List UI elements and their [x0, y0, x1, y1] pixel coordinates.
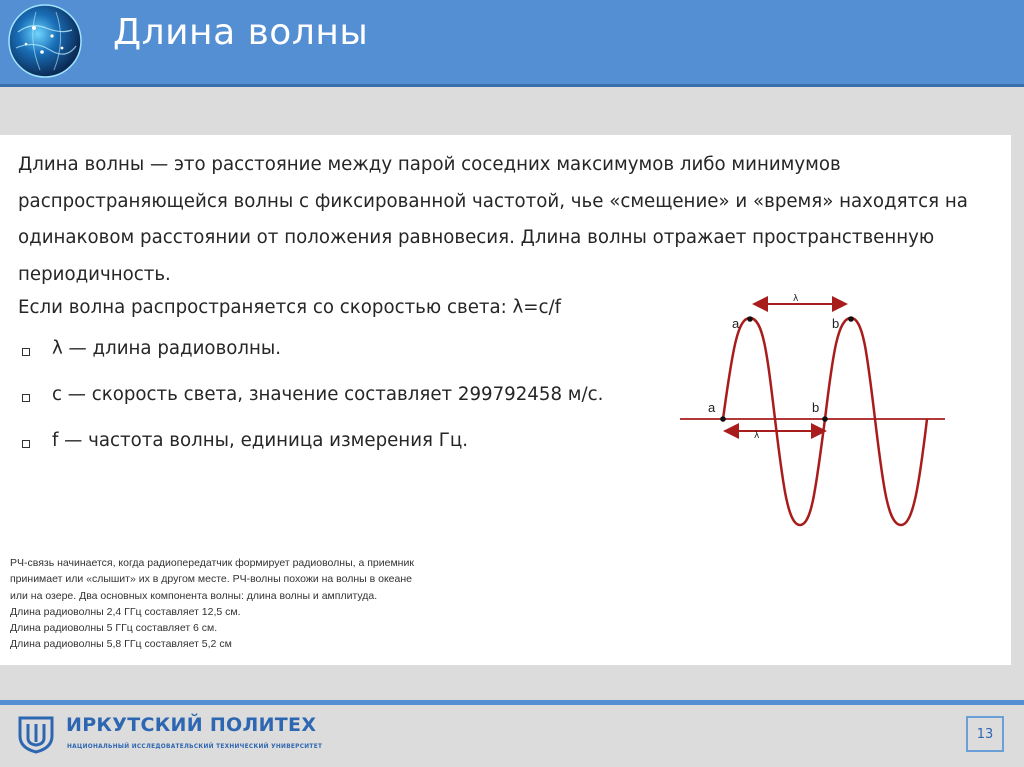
label-a-top: a — [732, 316, 740, 331]
org-subtitle: НАЦИОНАЛЬНЫЙ ИССЛЕДОВАТЕЛЬСКИЙ ТЕХНИЧЕСКИЙ УНИВЕРСИТЕТ — [67, 744, 323, 750]
slide-header — [0, 0, 1024, 84]
university-logo-icon — [16, 714, 56, 754]
note-line: или на озере. Два основных компонента волны: длина волны и амплитуда. — [10, 589, 378, 602]
label-lambda-bottom: λ — [754, 431, 760, 441]
point-b-axis — [822, 416, 828, 422]
content-panel: Длина волны — это расстояние между парой соседних максимумов либо минимумов распространяющейся волны с фиксированной частотой, чье «смещение» и «время» находятся на одинаковом расстоянии от положения равновесия. Длина волны отражает пространственную периодичность. Если волна распространяется со скоростью света: λ=c/f λ — длина радиоволны. c — скорость света, значение составляет 299792458 м/с. f — частота волны, единица измерения Гц. a b λ a b λ РЧ-связь начинается, когда радиопередатчик формирует радиоволны, а приемник принимает или «слышит» их в другом месте. РЧ-волны похожи на волны в океане или на озере. Два основных компонента волны: длина волны и амплитуда. Длина радиоволны 2,4 ГГц составляет 12,5 см. Длина радиоволны 5 ГГц составляет 6 см. Длина радиоволны 5,8 ГГц составляет 5,2 см — [0, 135, 1011, 665]
label-lambda-top: λ — [793, 294, 799, 304]
point-a-peak — [747, 316, 753, 322]
square-bullet-icon — [22, 440, 30, 448]
footer-divider — [0, 700, 1024, 705]
slide-title: Длина волны — [113, 12, 369, 53]
org-name: ИРКУТСКИЙ ПОЛИТЕХ — [66, 714, 317, 736]
label-b-axis: b — [812, 400, 820, 415]
definition-paragraph: Длина волны — это расстояние между парой соседних максимумов либо минимумов распространяющейся волны с фиксированной частотой, чье «смещение» и «время» находятся на одинаковом расстоянии от положения равновесия. Длина волны отражает пространственную периодичность. — [18, 154, 968, 285]
globe-icon — [6, 2, 84, 80]
header-divider — [0, 84, 1024, 87]
label-a-axis: a — [708, 400, 716, 415]
note-line: РЧ-связь начинается, когда радиопередатчик формирует радиоволны, а приемник — [10, 557, 414, 569]
note-block — [10, 555, 460, 653]
page-number: 13 — [966, 716, 1004, 752]
formula-line: Если волна распространяется со скоростью света: λ=c/f — [18, 297, 562, 318]
note-line: принимает или «слышит» их в другом месте. РЧ-волны похожи на волны в океане — [10, 573, 412, 586]
point-b-peak — [848, 316, 854, 322]
note-line: Длина радиоволны 2,4 ГГц составляет 12,5 см. — [10, 605, 241, 618]
wavelength-diagram — [675, 292, 950, 537]
note-line: Длина радиоволны 5,8 ГГц составляет 5,2 см — [10, 638, 232, 651]
point-a-axis — [720, 416, 726, 422]
label-b-top: b — [832, 316, 840, 331]
note-line: Длина радиоволны 5 ГГц составляет 6 см. — [10, 622, 218, 635]
square-bullet-icon — [22, 348, 30, 356]
square-bullet-icon — [22, 394, 30, 402]
